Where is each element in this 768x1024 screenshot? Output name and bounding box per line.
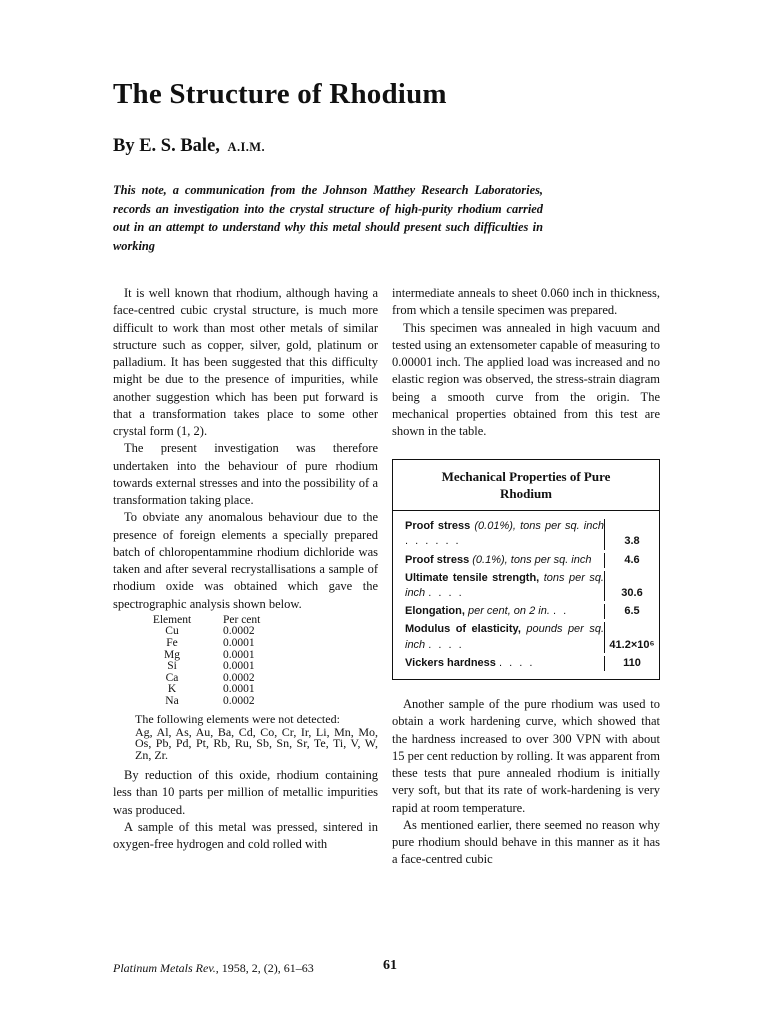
analysis-percent: 0.0001 xyxy=(223,648,255,661)
author-name: By E. S. Bale, xyxy=(113,136,220,156)
journal-name: Platinum Metals Rev. xyxy=(113,961,216,975)
analysis-header-element: Element xyxy=(152,613,192,626)
analysis-element: Mg xyxy=(164,648,180,661)
property-qualifier: (0.1%), tons per sq. inch xyxy=(472,553,592,566)
property-qualifier: pounds per sq. inch xyxy=(405,623,604,651)
analysis-percent: 0.0002 xyxy=(223,694,255,707)
paragraph: intermediate anneals to sheet 0.060 inch in thickness, from which a tensile specimen was prepared. xyxy=(392,286,660,318)
citation-details: , 1958, 2, (2), 61–63 xyxy=(215,961,314,975)
analysis-percent: 0.0001 xyxy=(223,636,255,649)
table-row: Ultimate tensile strength, tons per sq. inch . . . . 30.6 xyxy=(393,571,659,601)
author-credential: A.I.M. xyxy=(227,140,266,154)
paragraph: It is well known that rhodium, although having a face-centred cubic crystal structure, is much more difficult to work than most other metals of similar structure such as copper, silver, gold, platinum or palladium. It has been suggested that this difficulty might be due to the presence of impurities, while another suggestion which has been put forward is that a transformation takes place to some other crystal form (1, 2). xyxy=(113,286,378,438)
analysis-row xyxy=(131,638,311,650)
property-qualifier: (0.01%), tons per sq. inch xyxy=(474,520,604,533)
not-detected-label: The following elements were not detected: xyxy=(135,711,340,726)
abstract: This note, a communication from the Johnson Matthey Research Laboratories, records an investigation into the crystal structure of high-purity rhodium carried out in an attempt to understand why this metal should present such difficulties in working xyxy=(113,183,543,253)
property-name: Vickers hardness xyxy=(405,656,496,669)
property-value: 41.2×10⁶ xyxy=(609,638,655,651)
property-name: Proof stress xyxy=(405,553,470,566)
analysis-element: Si xyxy=(167,660,177,673)
property-value: 30.6 xyxy=(621,587,643,600)
property-name: Ultimate tensile strength, xyxy=(405,571,540,584)
paragraph: A sample of this metal was pressed, sintered in oxygen-free hydrogen and cold rolled with xyxy=(113,819,378,851)
left-column xyxy=(113,285,378,853)
property-name: Modulus of elasticity, xyxy=(405,623,521,636)
analysis-element: Cu xyxy=(165,625,179,638)
property-name: Elongation, xyxy=(405,605,465,618)
not-detected-list: Ag, Al, As, Au, Ba, Cd, Co, Cr, Ir, Li, Mn, Mo, Os, Pb, Pd, Pt, Rb, Ru, Sb, Sn, Sr, Te, Ti, V, W, Zn, Zr. xyxy=(135,724,378,762)
analysis-header-percent: Per cent xyxy=(223,613,261,626)
analysis-percent: 0.0001 xyxy=(223,660,255,673)
analysis-element: K xyxy=(167,683,177,696)
analysis-row xyxy=(131,661,311,673)
property-name: Proof stress xyxy=(405,520,471,533)
mechanical-properties-table xyxy=(392,459,660,680)
property-value: 6.5 xyxy=(624,605,640,618)
analysis-percent: 0.0001 xyxy=(223,683,255,696)
analysis-row xyxy=(131,684,311,696)
analysis-percent: 0.0002 xyxy=(223,625,255,638)
analysis-element: Fe xyxy=(166,636,178,649)
property-qualifier: per cent, on 2 in. xyxy=(467,605,550,618)
property-value: 4.6 xyxy=(624,553,640,566)
table-row xyxy=(393,553,659,568)
article-title: The Structure of Rhodium xyxy=(113,78,447,110)
analysis-row xyxy=(131,626,311,638)
paragraph: The present investigation was therefore undertaken into the behaviour of pure rhodium towards external stresses and into the possibility of a transformation taking place. xyxy=(113,441,378,507)
spectrographic-analysis-table xyxy=(113,615,311,708)
paragraph: This specimen was annealed in high vacuum and tested using an extensometer capable of measuring to 0.00001 inch. The applied load was increased and no elastic region was observed, the stress-strain diagram being a smooth curve from the origin. The mechanical properties obtained from this test are shown in the table. xyxy=(392,320,660,438)
analysis-row xyxy=(131,696,311,708)
analysis-element: Na xyxy=(165,694,179,707)
footer-citation xyxy=(113,961,314,976)
property-value: 110 xyxy=(623,656,641,669)
page-number: 61 xyxy=(383,958,397,973)
table-row: Elongation, per cent, on 2 in. . . 6.5 xyxy=(393,604,659,619)
property-value: 3.8 xyxy=(624,535,640,548)
analysis-row xyxy=(131,650,311,662)
table-body xyxy=(393,511,659,679)
right-column xyxy=(392,285,660,869)
analysis-element: Ca xyxy=(165,671,179,684)
paragraph: To obviate any anomalous behaviour due to the presence of foreign elements a specially prepared batch of chloropentammine rhodium dichloride was taken and after several recrystallisations a sample of rhodium oxide was obtained which gave the spectrographic analysis shown below. xyxy=(113,510,378,611)
table-row: Modulus of elasticity, pounds per sq. inch . . . . 41.2×10⁶ xyxy=(393,622,659,652)
table-title: Mechanical Properties of Pure Rhodium xyxy=(393,460,659,511)
analysis-row xyxy=(131,673,311,685)
paragraph: As mentioned earlier, there seemed no reason why pure rhodium should behave in this manner as it has a face-centred cubic xyxy=(392,817,660,867)
table-row: Vickers hardness . . . . 110 xyxy=(393,656,659,671)
property-qualifier: tons per sq. inch xyxy=(405,571,604,600)
analysis-percent: 0.0002 xyxy=(223,671,255,684)
table-row: Proof stress (0.01%), tons per sq. inch . . . . . . 3.8 xyxy=(393,519,659,549)
paragraph: By reduction of this oxide, rhodium containing less than 10 parts per million of metallic impurities was produced. xyxy=(113,768,378,817)
byline xyxy=(113,136,265,157)
paragraph: Another sample of the pure rhodium was used to obtain a work hardening curve, which showed that the hardness increased to over 300 VPN with about 15 per cent reduction by rolling. It was apparent from these tests that pure annealed rhodium is initially very soft, but that its rate of work-hardening is very rapid at room temperature. xyxy=(392,697,660,815)
analysis-header-row xyxy=(131,615,311,627)
